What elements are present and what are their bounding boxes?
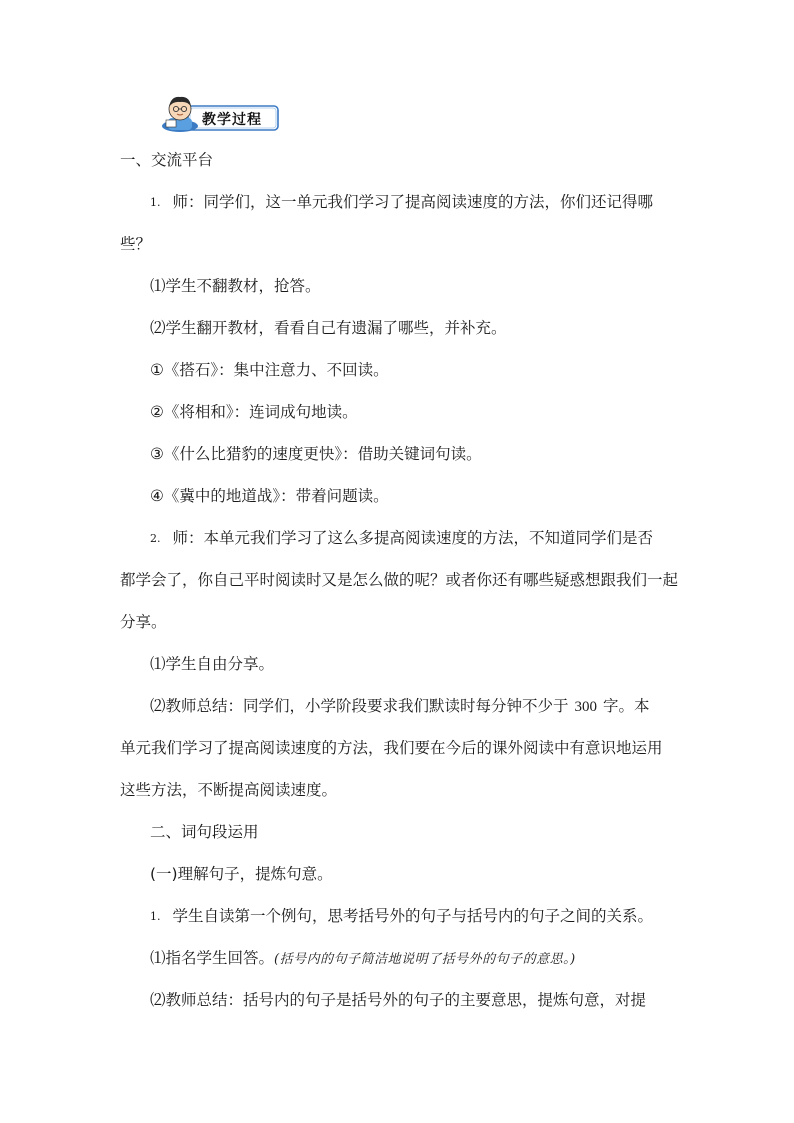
badge-label: 教学过程 (202, 112, 262, 128)
section1-item2-line3: 分享。 (120, 613, 167, 631)
item-text: 师：同学们，这一单元我们学习了提高阅读速度的方法，你们还记得哪 (172, 193, 654, 211)
section1-circ2: ②《将相和》：连词成句地读。 (150, 403, 358, 421)
summary-text-pre: ⑵教师总结：同学们，小学阶段要求我们默读时每分钟不少于 (150, 697, 569, 715)
section2-item1 (150, 906, 653, 927)
summary-text-post: 字。本 (603, 697, 650, 715)
section2-sub2: ⑵教师总结：括号内的句子是括号外的句子的主要意思，提炼句意，对提 (150, 991, 647, 1009)
section1-sub3: ⑴学生自由分享。 (150, 655, 275, 673)
section2-part1: (一)理解句子，提炼句意。 (150, 865, 333, 883)
section1-item1-line1 (150, 192, 653, 213)
section1-sub4-line1 (150, 696, 650, 717)
item-number: 1. (150, 910, 161, 923)
word-count-number: 300 (574, 699, 598, 715)
section1-item2-line2: 都学会了，你自己平时阅读时又是怎么做的呢？或者你还有哪些疑惑想跟我们一起 (120, 571, 679, 589)
section1-circ3: ③《什么比猎豹的速度更快》：借助关键词句读。 (150, 445, 482, 463)
section2-sub1 (150, 948, 576, 970)
section1-sub4-line3: 这些方法，不断提高阅读速度。 (120, 781, 338, 799)
section2-heading: 二、词句段运用 (150, 823, 259, 841)
section1-sub1: ⑴学生不翻教材，抢答。 (150, 277, 321, 295)
item-text: 学生自读第一个例句，思考括号外的句子与括号内的句子之间的关系。 (172, 907, 654, 925)
section1-circ1: ①《搭石》：集中注意力、不回读。 (150, 361, 389, 379)
item-number: 2. (150, 532, 161, 545)
item-text: 师：本单元我们学习了这么多提高阅读速度的方法，不知道同学们是否 (172, 529, 654, 547)
section1-sub4-line2: 单元我们学习了提高阅读速度的方法，我们要在今后的课外阅读中有意识地运用 (120, 739, 663, 757)
sub-text: ⑴指名学生回答。 (150, 949, 275, 967)
section1-item2-line1 (150, 528, 653, 549)
item-number: 1. (150, 196, 161, 209)
section1-item1-line2: 些？ (120, 235, 152, 253)
section1-circ4: ④《冀中的地道战》：带着问题读。 (150, 487, 389, 505)
answer-note: (括号内的句子简洁地说明了括号外的句子的意思。) (274, 952, 576, 967)
section1-heading: 一、交流平台 (120, 151, 214, 169)
section1-sub2: ⑵学生翻开教材，看看自己有遗漏了哪些，并补充。 (150, 319, 507, 337)
